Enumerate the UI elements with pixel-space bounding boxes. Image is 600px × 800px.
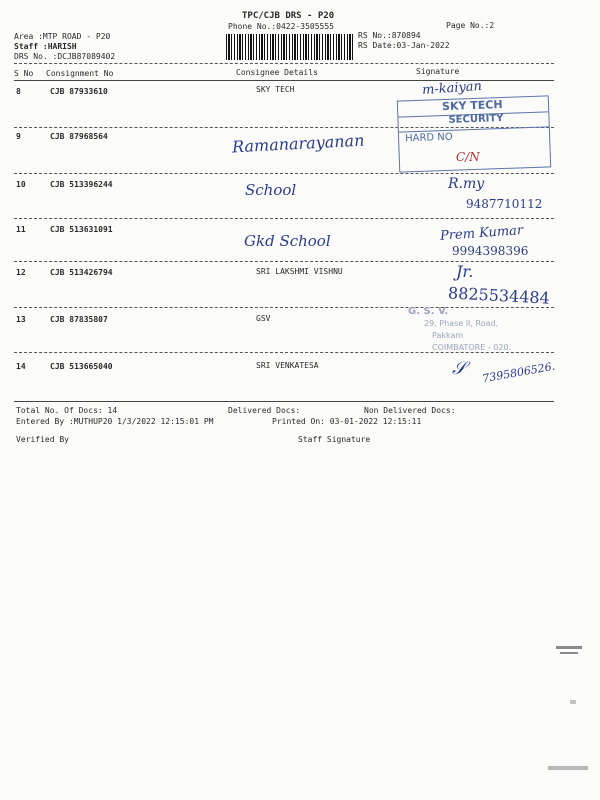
row-consignee: GSV: [256, 314, 271, 323]
handwritten-signature: m-kaiyan: [421, 78, 483, 99]
row-consignment: CJB 513665040: [50, 362, 113, 371]
stamp-line: COIMBATORE - 020.: [432, 343, 512, 352]
area: Area :MTP ROAD - P20: [14, 32, 111, 41]
stamp-line: SECURITY: [448, 112, 504, 126]
rs-number: RS No.:870894: [358, 31, 421, 40]
row-consignment: CJB 513396244: [50, 180, 113, 189]
row-sno: 14: [16, 362, 26, 371]
row-consignment: CJB 87968564: [50, 132, 108, 141]
printed-on: Printed On: 03-01-2022 12:15:11: [272, 417, 422, 426]
drs-number: DRS No. :DCJB87089402: [14, 52, 116, 61]
staff-signature: Staff Signature: [298, 435, 371, 444]
scan-noise: [556, 646, 582, 649]
row-consignment: CJB 513631091: [50, 225, 113, 234]
stamp-line: HARD NO: [404, 131, 453, 145]
handwritten-consignee: Gkd School: [244, 232, 331, 250]
verified-by: Verified By: [16, 435, 69, 444]
col-signature: Signature: [416, 67, 460, 76]
staff: Staff :HARISH: [14, 42, 77, 51]
stamp-line: G. S. V.: [408, 306, 449, 317]
row-sno: 10: [16, 180, 26, 189]
row-consignment: CJB 87933610: [50, 87, 108, 96]
scan-noise: [548, 766, 588, 770]
row-consignee: SKY TECH: [256, 85, 295, 94]
handwritten-mark: C/N: [456, 150, 480, 164]
company-stamp: [397, 95, 551, 172]
rs-date: RS Date:03-Jan-2022: [358, 41, 450, 50]
row-sno: 13: [16, 315, 26, 324]
col-consignment: Consignment No: [46, 69, 114, 78]
stamp-line: Pakkam: [432, 331, 464, 340]
handwritten-signature: Jr.: [456, 262, 474, 281]
scan-noise: [560, 652, 578, 654]
row-consignment: CJB 87835807: [50, 315, 108, 324]
entered-by: Entered By :MUTHUP20 1/3/2022 12:15:01 PM: [16, 417, 214, 426]
handwritten-consignee: Ramanarayanan: [231, 130, 365, 157]
sheet-title: TPC/CJB DRS - P20: [242, 11, 335, 21]
handwritten-signature: Prem Kumar: [439, 223, 524, 244]
handwritten-phone: 9487710112: [466, 197, 543, 211]
non-delivered-docs: Non Delivered Docs:: [364, 406, 456, 415]
phone-number: Phone No.:0422-3505555: [228, 22, 334, 31]
row-consignee: SRI LAKSHMI VISHNU: [256, 267, 343, 276]
row-rule: [14, 173, 554, 174]
handwritten-signature: R.my: [448, 176, 485, 192]
row-sno: 11: [16, 225, 26, 234]
stamp-line: SKY TECH: [441, 97, 503, 114]
delivered-docs: Delivered Docs:: [228, 406, 301, 415]
total-docs: Total No. Of Docs: 14: [16, 406, 118, 415]
row-consignee: SRI VENKATESA: [256, 361, 319, 370]
handwritten-initial-icon: 𝒮: [452, 358, 466, 379]
row-sno: 9: [16, 132, 21, 141]
handwritten-phone: 7395806526.: [481, 359, 557, 386]
row-consignment: CJB 513426794: [50, 268, 113, 277]
table-bottom-rule: [14, 401, 554, 402]
row-sno: 8: [16, 87, 21, 96]
header-rule: [14, 63, 554, 64]
handwritten-consignee: School: [245, 181, 297, 199]
stamp-line: 29, Phase II, Road,: [424, 319, 499, 328]
page-number: Page No.:2: [446, 21, 495, 30]
barcode: [226, 34, 354, 60]
handwritten-phone: 8825534484: [447, 283, 551, 308]
handwritten-phone: 9994398396: [452, 244, 529, 258]
row-rule: [14, 218, 554, 219]
row-sno: 12: [16, 268, 26, 277]
col-consignee: Consignee Details: [236, 68, 318, 77]
faded-stamp: [402, 306, 572, 360]
scan-noise: [570, 700, 576, 704]
col-sno: S No: [14, 69, 34, 78]
